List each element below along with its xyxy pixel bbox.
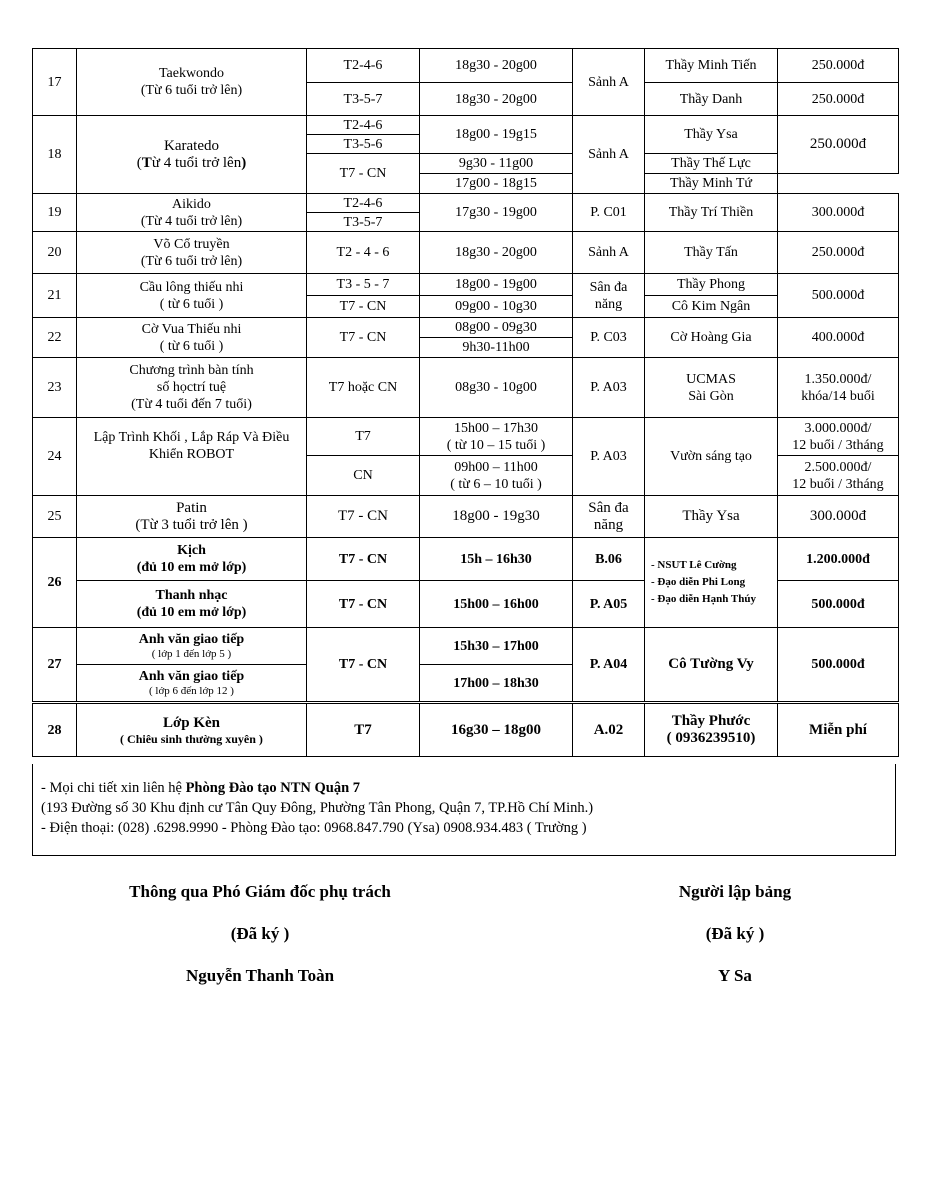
schedule-time: 15h – 16h30: [420, 538, 573, 581]
phone-line: - Điện thoại: (028) .6298.9990 - Phòng Đào tạo: 0968.847.790 (Ysa) 0908.934.483 ( Trường ): [41, 820, 587, 836]
table-row: [33, 49, 899, 83]
schedule-days: T3 - 5 - 7: [307, 274, 420, 296]
table-row: [33, 496, 899, 538]
table-row: [33, 538, 899, 581]
schedule-time: 17h00 – 18h30: [420, 665, 573, 703]
room: Sân đa năng: [573, 274, 645, 318]
row-number: 22: [33, 318, 77, 358]
schedule-days: T3-5-7: [307, 213, 420, 232]
room: P. A05: [573, 581, 645, 628]
fee: 250.000đ: [778, 83, 899, 116]
table-row: [33, 274, 899, 296]
room: A.02: [573, 703, 645, 757]
room: Sảnh A: [573, 116, 645, 194]
schedule-time: 18g30 - 20g00: [420, 83, 573, 116]
schedule-time: 17g30 - 19g00: [420, 194, 573, 232]
table-row: [33, 194, 899, 213]
signature-status: (Đã ký ): [705, 924, 765, 943]
room: Sảnh A: [573, 232, 645, 274]
fee: 500.000đ: [778, 628, 899, 703]
empty-cell: [778, 174, 899, 194]
schedule-days: T7 - CN: [307, 496, 420, 538]
teacher: Thầy Ysa: [645, 116, 778, 154]
signature-title: Thông qua Phó Giám đốc phụ trách: [129, 882, 391, 901]
teacher: Cô Tường Vy: [645, 628, 778, 703]
schedule-time: 09h00 – 11h00 ( từ 6 – 10 tuổi ): [420, 456, 573, 496]
row-number: 20: [33, 232, 77, 274]
schedule-days: T7 - CN: [307, 296, 420, 318]
table-row: [33, 628, 899, 665]
fee: 2.500.000đ/ 12 buổi / 3tháng: [778, 456, 899, 496]
fee: 250.000đ: [778, 116, 899, 174]
schedule-time: 18g30 - 20g00: [420, 232, 573, 274]
teacher: - NSUT Lê Cường - Đạo diễn Phi Long - Đạo diễn Hạnh Thúy: [645, 538, 778, 628]
table-row: [33, 116, 899, 135]
row-number: 25: [33, 496, 77, 538]
table-row: [33, 358, 899, 418]
course-name: Võ Cổ truyền (Từ 6 tuổi trở lên): [77, 232, 307, 274]
row-number: 18: [33, 116, 77, 194]
teacher: Thầy Minh Tiến: [645, 49, 778, 83]
course-name: Lớp Kèn ( Chiêu sinh thường xuyên ): [77, 703, 307, 757]
fee: 300.000đ: [778, 496, 899, 538]
schedule-days: T7 - CN: [307, 538, 420, 581]
signature-name: Nguyễn Thanh Toàn: [185, 966, 335, 985]
signature-right: [620, 882, 850, 986]
course-name: Taekwondo (Từ 6 tuổi trở lên): [77, 49, 307, 116]
course-name: Patin (Từ 3 tuổi trở lên ): [77, 496, 307, 538]
row-number: 23: [33, 358, 77, 418]
signature-name: Y Sa: [718, 966, 752, 985]
teacher: Vườn sáng tạo: [645, 418, 778, 496]
course-name: Anh văn giao tiếp ( lớp 6 đến lớp 12 ): [77, 665, 307, 703]
schedule-time: 15h30 – 17h00: [420, 628, 573, 665]
teacher: Cờ Hoàng Gia: [645, 318, 778, 358]
table-row: [33, 318, 899, 338]
teacher: Thầy Ysa: [645, 496, 778, 538]
schedule-days: T7 - CN: [307, 318, 420, 358]
course-name: Chương trình bàn tính số họctrí tuệ (Từ 4 tuổi đến 7 tuổi): [77, 358, 307, 418]
schedule-time: 08g00 - 09g30: [420, 318, 573, 338]
schedule-days: T7 hoặc CN: [307, 358, 420, 418]
teacher: Thầy Minh Tứ: [645, 174, 778, 194]
schedule-days: T7: [307, 418, 420, 456]
schedule-time: 9h30-11h00: [420, 338, 573, 358]
schedule-days: T2-4-6: [307, 116, 420, 135]
schedule-days: T2-4-6: [307, 194, 420, 213]
course-name: Karatedo (Từ 4 tuổi trở lên): [77, 116, 307, 194]
course-name: Kịch (đủ 10 em mở lớp): [77, 538, 307, 581]
course-name: Aikido (Từ 4 tuổi trở lên): [77, 194, 307, 232]
teacher: Cô Kim Ngân: [645, 296, 778, 318]
teacher: Thầy Trí Thiền: [645, 194, 778, 232]
row-number: 19: [33, 194, 77, 232]
teacher: Thầy Danh: [645, 83, 778, 116]
schedule-time: 15h00 – 17h30 ( từ 10 – 15 tuổi ): [420, 418, 573, 456]
room: Sân đa năng: [573, 496, 645, 538]
teacher: Thầy Thế Lực: [645, 154, 778, 174]
course-name: Cầu lông thiếu nhi ( từ 6 tuổi ): [77, 274, 307, 318]
signature-status: (Đã ký ): [230, 924, 290, 943]
contact-line: - Mọi chi tiết xin liên hệ Phòng Đào tạo NTN Quận 7: [41, 780, 361, 796]
room: P. C01: [573, 194, 645, 232]
signature-left: [100, 882, 420, 986]
room: P. C03: [573, 318, 645, 358]
fee: 250.000đ: [778, 232, 899, 274]
table-row: [33, 232, 899, 274]
teacher: Thầy Phong: [645, 274, 778, 296]
schedule-time: 09g00 - 10g30: [420, 296, 573, 318]
row-number: 28: [33, 703, 77, 757]
fee: 3.000.000đ/ 12 buổi / 3tháng: [778, 418, 899, 456]
schedule-days: T2 - 4 - 6: [307, 232, 420, 274]
course-name: Anh văn giao tiếp ( lớp 1 đến lớp 5 ): [77, 628, 307, 665]
schedule-days: T7 - CN: [307, 154, 420, 194]
schedule-time: 18g00 - 19g00: [420, 274, 573, 296]
contact-notes: [32, 764, 896, 856]
schedule-days: T2-4-6: [307, 49, 420, 83]
teacher: UCMAS Sài Gòn: [645, 358, 778, 418]
row-number: 21: [33, 274, 77, 318]
fee: 250.000đ: [778, 49, 899, 83]
schedule-time: 18g30 - 20g00: [420, 49, 573, 83]
course-name: Thanh nhạc (đủ 10 em mở lớp): [77, 581, 307, 628]
signature-title: Người lập bảng: [678, 882, 792, 901]
fee: 1.200.000đ: [778, 538, 899, 581]
room: B.06: [573, 538, 645, 581]
row-number: 27: [33, 628, 77, 703]
fee: 300.000đ: [778, 194, 899, 232]
teacher: Thầy Tấn: [645, 232, 778, 274]
table-row: [33, 418, 899, 456]
schedule-time: 9g30 - 11g00: [420, 154, 573, 174]
schedule-days: T3-5-6: [307, 135, 420, 154]
fee: 1.350.000đ/ khóa/14 buổi: [778, 358, 899, 418]
fee: 500.000đ: [778, 274, 899, 318]
schedule-time: 15h00 – 16h00: [420, 581, 573, 628]
schedule-table: [32, 48, 899, 757]
fee: 500.000đ: [778, 581, 899, 628]
table-row: [33, 703, 899, 757]
schedule-time: 18g00 - 19g30: [420, 496, 573, 538]
room: P. A03: [573, 418, 645, 496]
fee: 400.000đ: [778, 318, 899, 358]
schedule-time: 17g00 - 18g15: [420, 174, 573, 194]
schedule-days: T7: [307, 703, 420, 757]
teacher: Thầy Phước ( 0936239510): [645, 703, 778, 757]
schedule-days: CN: [307, 456, 420, 496]
course-name: Cờ Vua Thiếu nhi ( từ 6 tuổi ): [77, 318, 307, 358]
schedule-time: 18g00 - 19g15: [420, 116, 573, 154]
course-name: Lập Trình Khối , Lắp Ráp Và Điều Khiển ROBOT: [77, 418, 307, 496]
room: P. A04: [573, 628, 645, 703]
address-line: (193 Đường số 30 Khu định cư Tân Quy Đông, Phường Tân Phong, Quận 7, TP.Hồ Chí Minh.): [41, 800, 594, 816]
row-number: 26: [33, 538, 77, 628]
schedule-time: 08g30 - 10g00: [420, 358, 573, 418]
schedule-days: T3-5-7: [307, 83, 420, 116]
schedule-days: T7 - CN: [307, 581, 420, 628]
schedule-days: T7 - CN: [307, 628, 420, 703]
room: Sảnh A: [573, 49, 645, 116]
room: P. A03: [573, 358, 645, 418]
row-number: 17: [33, 49, 77, 116]
fee: Miễn phí: [778, 703, 899, 757]
schedule-time: 16g30 – 18g00: [420, 703, 573, 757]
row-number: 24: [33, 418, 77, 496]
